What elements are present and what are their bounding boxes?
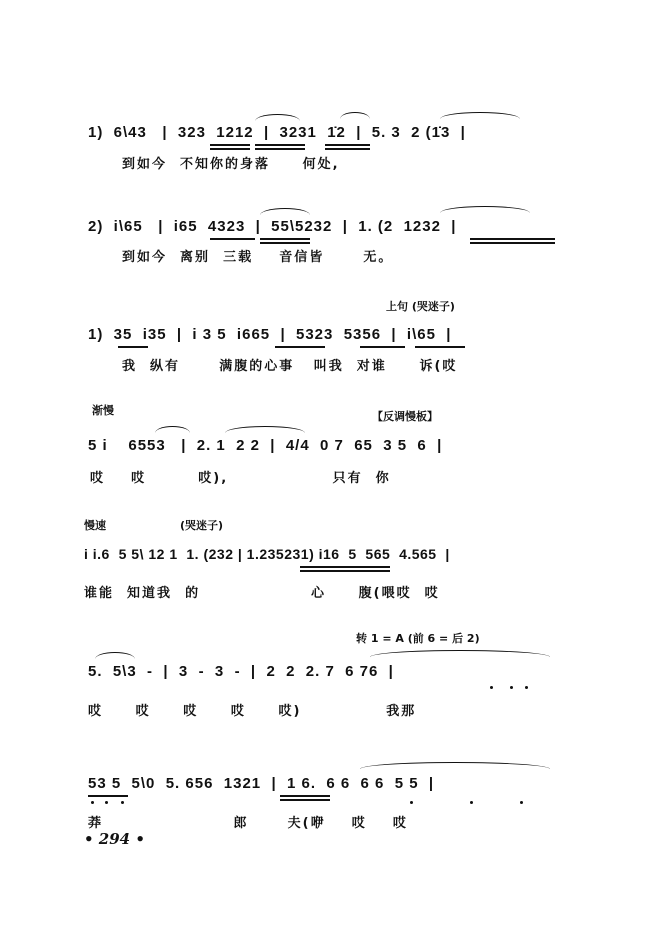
slur-arc <box>440 112 520 119</box>
staff-2-notation: 2) i\65 | i65 4323 | 55\5232 | 1. (2 1232 | <box>88 218 457 235</box>
staff-6-lyric-text: 哎 哎 哎 哎 哎) 我那 <box>88 704 417 719</box>
underline <box>118 346 148 348</box>
staff-5-header <box>180 517 223 533</box>
underline <box>415 346 465 348</box>
staff-5-lyric-text: 谁能 知道我 的 心 腹(喂哎 哎 <box>84 586 440 601</box>
staff-3-lyric-text: 我 纵有 满腹的心事 叫我 对谁 诉(哎 <box>122 359 458 374</box>
staff-4-header-text: 【反调慢板】 <box>372 410 438 423</box>
slur-arc <box>260 208 310 215</box>
underline <box>275 346 325 348</box>
staff-1-lyrics <box>122 153 340 172</box>
staff-5-tempo <box>84 517 106 533</box>
staff-7-notes <box>88 775 434 792</box>
staff-1-notation: 1) 6\43 | 323 1212 | 3231 1̇2 | 5. 3 2 (1̇3 | <box>88 124 466 141</box>
underline <box>255 148 305 150</box>
staff-3-header <box>386 298 455 314</box>
low-octave-dot <box>410 801 413 804</box>
staff-3-header-text: 上句 (哭迷子) <box>386 300 455 313</box>
staff-7-notation: 53 5 5\0 5. 656 1321 | 1 6. 6 6 6 6 5 5 | <box>88 775 435 792</box>
staff-6-header-text: 转 1 = A (前 6 = 后 2) <box>356 632 480 645</box>
underline <box>325 144 370 146</box>
staff-7-lyric-text: 莽 郎 夫(咿 哎 哎 <box>88 816 408 831</box>
staff-6-header <box>356 630 480 646</box>
slur-arc <box>340 112 370 119</box>
staff-4-lyric-text: 哎 哎 哎), 只有 你 <box>90 471 391 486</box>
slur-arc <box>370 650 550 657</box>
staff-4-lyrics <box>90 467 391 486</box>
low-octave-dot <box>510 686 513 689</box>
underline <box>260 238 310 240</box>
staff-2-lyrics <box>122 246 393 265</box>
staff-1-notes <box>88 124 466 141</box>
low-octave-dot <box>105 801 108 804</box>
underline <box>280 795 330 797</box>
low-octave-dot <box>525 686 528 689</box>
staff-4-notation: 5 i 6553 | 2. 1 2 2 | 4/4 0 7 65 3 5 6 | <box>88 437 443 454</box>
underline <box>260 242 310 244</box>
underline <box>280 799 330 801</box>
underline <box>88 795 128 797</box>
staff-5-notes <box>84 546 450 562</box>
underline <box>210 144 250 146</box>
slur-arc <box>155 426 190 433</box>
staff-6-lyrics <box>88 700 416 719</box>
underline <box>470 238 555 240</box>
underline <box>210 238 255 240</box>
slur-arc <box>225 426 305 433</box>
staff-1-lyric-text: 到如今 不知你的身落 何处, <box>122 157 340 172</box>
staff-6-notation: 5. 5\3 - | 3 - 3 - | 2 2 2. 7 6 76 | <box>88 663 394 680</box>
low-octave-dot <box>91 801 94 804</box>
staff-7-lyrics <box>88 812 408 831</box>
underline <box>300 566 390 568</box>
staff-5-header-text: (哭迷子) <box>180 519 224 532</box>
underline <box>470 242 555 244</box>
low-octave-dot <box>490 686 493 689</box>
staff-2-notes <box>88 218 457 235</box>
staff-3-lyrics <box>122 355 457 374</box>
staff-4-tempo-text: 渐慢 <box>92 404 114 417</box>
underline <box>210 148 250 150</box>
slur-arc <box>440 206 530 213</box>
underline <box>325 148 370 150</box>
staff-3-notation: 1) 35 i35 | i 3 5 i665 | 5323 5356 | i\65 | <box>88 326 452 343</box>
staff-4-header <box>372 408 438 424</box>
staff-3-notes <box>88 326 452 343</box>
staff-4-notes <box>88 437 442 454</box>
staff-6-notes <box>88 663 394 680</box>
staff-5-tempo-text: 慢速 <box>84 519 106 532</box>
staff-5-lyrics <box>84 582 440 601</box>
low-octave-dot <box>121 801 124 804</box>
staff-4-tempo <box>92 402 114 418</box>
low-octave-dot <box>520 801 523 804</box>
low-octave-dot <box>470 801 473 804</box>
underline <box>360 346 405 348</box>
slur-arc <box>360 762 550 769</box>
underline <box>255 144 305 146</box>
underline <box>300 570 390 572</box>
staff-5-notation: i i.6 5 5\ 12 1 1. (232 | 1.235231) i16 5 565 4.565 | <box>84 546 450 562</box>
page-number-text: • 294 • <box>84 830 145 848</box>
staff-2-lyric-text: 到如今 离别 三载 音信皆 无。 <box>122 250 394 265</box>
page-number <box>84 830 145 848</box>
slur-arc <box>255 114 300 121</box>
slur-arc <box>95 652 135 659</box>
